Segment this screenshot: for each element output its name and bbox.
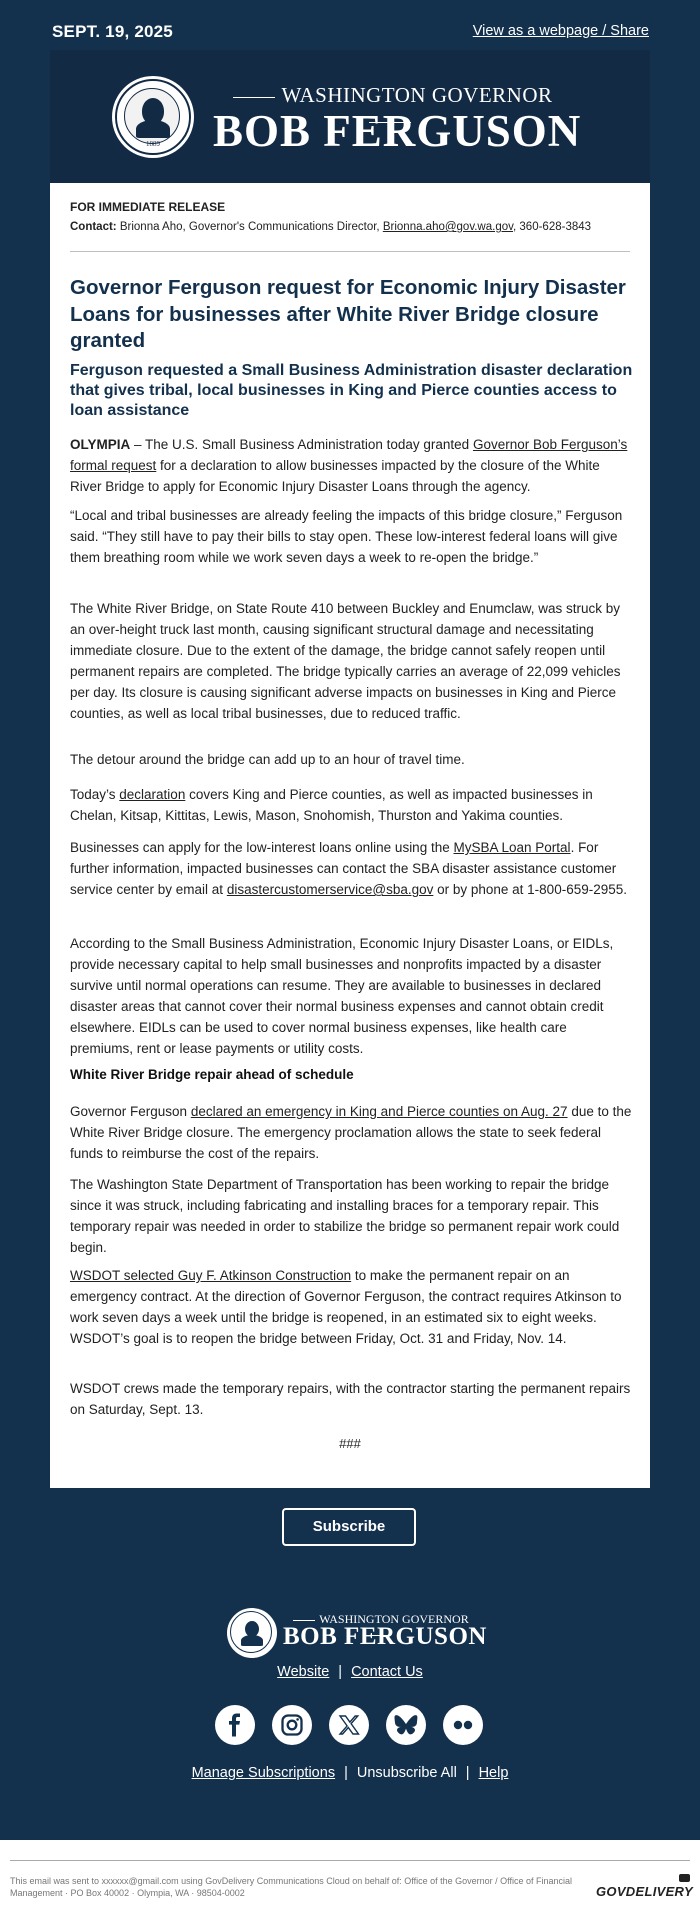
x-icon[interactable]: [329, 1705, 369, 1745]
paragraph-7: According to the Small Business Administration, Economic Injury Disaster Loans, or EIDLs, provide necessary capital to help small businesses and nonprofits impacted by a disaster survive until normal operations can resume. They are available to businesses in declared disaster areas that cannot cover their normal business expenses and cannot obtain credit elsewhere. EIDLs can be used to cover normal business expenses, like health care premiums, rent or lease payments or utility costs.: [70, 936, 614, 1057]
mysba-loan-portal-link[interactable]: MySBA Loan Portal: [453, 840, 571, 855]
subscribe-button[interactable]: Subscribe: [282, 1508, 416, 1546]
govdelivery-logo: GOVDELIVERY: [596, 1884, 693, 1899]
view-as-webpage-link[interactable]: View as a webpage / Share: [472, 23, 649, 39]
unsubscribe-all-link[interactable]: Unsubscribe All: [356, 1765, 457, 1781]
paragraph-6: Businesses can apply for the low-interest loans online using the MySBA Loan Portal. For further information, impacted businesses can contact the SBA disaster assistance customer service center by email at disastercustomerservice@sba.gov or by phone at 1-800-659-2955.: [70, 840, 627, 898]
sba-email-link[interactable]: disastercustomerservice@sba.gov: [226, 882, 434, 898]
article-subtitle: Ferguson requested a Small Business Administration disaster declaration that gives tribal, local businesses in King and Pierce counties access to loan assistance: [70, 362, 633, 419]
contact-line: Contact: Brionna Aho, Governor's Communications Director, Brionna.aho@gov.wa.gov, 360-628-3843: [70, 221, 592, 233]
bluesky-icon[interactable]: [386, 1705, 426, 1745]
paragraph-11: WSDOT crews made the temporary repairs, with the contractor starting the permanent repairs on Saturday, Sept. 13.: [70, 1381, 631, 1418]
end-mark: ###: [339, 1436, 361, 1451]
declaration-link[interactable]: declaration: [119, 787, 186, 802]
contact-us-link[interactable]: Contact Us: [351, 1664, 423, 1680]
release-label: FOR IMMEDIATE RELEASE: [70, 200, 226, 214]
paragraph-2: “Local and tribal businesses are already feeling the impacts of this bridge closure,” Ferguson said. “They still have to pay their bills to stay open. These low-interest federal loans will give them breathing room while we work seven days a week to re-open the bridge.”: [70, 508, 623, 566]
subscription-links: Manage Subscriptions | Unsubscribe All | Help: [191, 1765, 509, 1781]
divider: [70, 251, 630, 252]
paragraph-5: Today’s declaration covers King and Pierce counties, as well as impacted businesses in Chelan, Kitsap, Kittitas, Lewis, Mason, Snohomish, Thurston and Yakima counties.: [70, 787, 593, 824]
paragraph-10: WSDOT selected Guy F. Atkinson Construction to make the permanent repair on an emergency contract. At the direction of Governor Ferguson, the contract requires Atkinson to work seven days a week until the bridge is reopened, in an estimated six to eight weeks. WSDOT’s goal is to reopen the bridge between Friday, Oct. 31 and Friday, Nov. 14.: [70, 1268, 622, 1347]
footer-links: Website | Contact Us: [277, 1664, 423, 1680]
formal-request-link[interactable]: Governor Bob Ferguson’s formal request: [70, 437, 628, 474]
logo-name: BOB FERGUSON: [213, 106, 582, 156]
release-date: SEPT. 19, 2025: [52, 22, 173, 41]
paragraph-3: The White River Bridge, on State Route 410 between Buckley and Enumclaw, was struck by an over-height truck last month, causing significant structural damage and necessitating immediate closure. Due to the extent of the damage, the bridge cannot safely reopen until permanent repairs are completed. The bridge typically carries an average of 22,099 vehicles per day. Its closure is causing significant adverse impacts on businesses in King and Pierce counties, as well as local tribal businesses, due to reduced traffic.: [70, 601, 621, 722]
manage-subscriptions-link[interactable]: Manage Subscriptions: [191, 1765, 336, 1781]
legal-text: This email was sent to xxxxxx@gmail.com using GovDelivery Communications Cloud on behalf of: Office of the Governor / Office of Financial Management · PO Box 40002 · Olympia, WA · 98504-0002: [10, 1876, 573, 1899]
help-link[interactable]: Help: [478, 1765, 509, 1781]
paragraph-8: Governor Ferguson declared an emergency in King and Pierce counties on Aug. 27 due to the White River Bridge closure. The emergency proclamation allows the state to seek federal funds to reimburse the cost of the repairs.: [70, 1104, 632, 1162]
logo-subtitle: WASHINGTON GOVERNOR: [215, 83, 565, 133]
govdelivery-mark-icon: [679, 1874, 690, 1882]
emergency-declaration-link[interactable]: declared an emergency in King and Pierce counties on Aug. 27: [190, 1104, 568, 1119]
footer-logo-name: BOB FERGUSON: [283, 1623, 487, 1650]
paragraph-9: The Washington State Department of Transportation has been working to repair the bridge since it was struck, including fabricating and installing braces for a temporary repair. This temporary repair was needed in order to stabilize the bridge so permanent repair work could begin.: [70, 1177, 620, 1256]
footer-seal-icon: [227, 1608, 277, 1658]
instagram-icon[interactable]: [272, 1705, 312, 1745]
footer-divider: [10, 1860, 690, 1861]
footer-logo-subtitle: WASHINGTON GOVERNOR: [284, 1612, 474, 1642]
wsdot-selected-link[interactable]: WSDOT selected Guy F. Atkinson Construction: [70, 1268, 352, 1283]
content-card: [50, 183, 650, 1488]
contact-email-link[interactable]: Brionna.aho@gov.wa.gov: [382, 221, 514, 233]
facebook-icon[interactable]: [215, 1705, 255, 1745]
header-banner: [50, 50, 650, 183]
website-link[interactable]: Website: [277, 1664, 330, 1680]
paragraph-1: OLYMPIA – The U.S. Small Business Administration today granted Governor Bob Ferguson’s formal request for a declaration to allow businesses impacted by the closure of the White River Bridge to apply for Economic Injury Disaster Loans through the agency.: [70, 437, 628, 495]
article-title: Governor Ferguson request for Economic Injury Disaster Loans for businesses after White River Bridge closure granted: [70, 276, 626, 353]
flickr-icon[interactable]: [443, 1705, 483, 1745]
state-seal-icon: 1889: [112, 76, 194, 158]
section-heading: White River Bridge repair ahead of schedule: [70, 1067, 354, 1082]
paragraph-4: The detour around the bridge can add up to an hour of travel time.: [70, 752, 465, 767]
